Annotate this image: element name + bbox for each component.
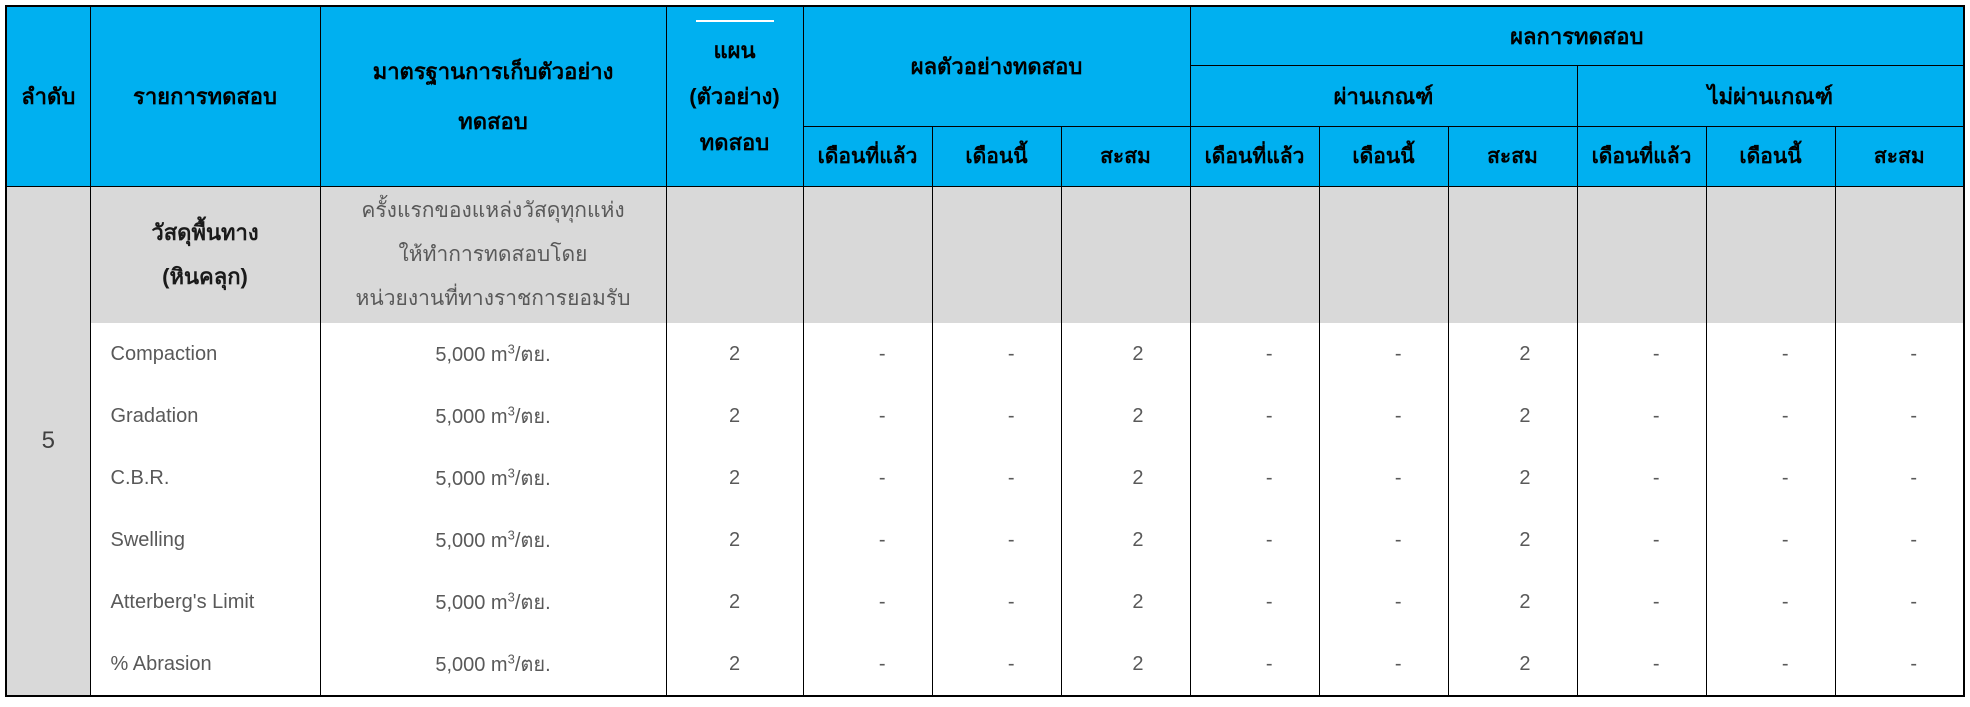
fail-last-month-cell: - [1577, 447, 1706, 509]
standard-base: 5,000 m [435, 530, 508, 552]
empty-gray-cell [1577, 187, 1706, 324]
fail-cumulative-cell: - [1835, 509, 1964, 571]
test-row-compaction [6, 323, 1964, 385]
empty-gray-cell [1190, 187, 1319, 324]
empty-gray-cell [1061, 187, 1190, 324]
plan-value-cell: 2 [666, 447, 803, 509]
test-row-abrasion [6, 633, 1964, 696]
sample-cumulative-cell: 2 [1061, 385, 1190, 447]
pass-cumulative-cell: 2 [1448, 323, 1577, 385]
test-name-cell: C.B.R. [90, 447, 320, 509]
standard-cell [320, 385, 666, 447]
fail-last-month-cell: - [1577, 633, 1706, 696]
fail-last-month-cell: - [1577, 571, 1706, 633]
sample-this-month-cell: - [932, 385, 1061, 447]
pass-last-month-cell: - [1190, 447, 1319, 509]
standard-unit: /ตย. [514, 468, 551, 490]
pass-cumulative-cell: 2 [1448, 385, 1577, 447]
sub-header-sample-this-month: เดือนนี้ [932, 127, 1061, 187]
group-header-fail: ไม่ผ่านเกณฑ์ [1577, 66, 1964, 127]
sample-this-month-cell: - [932, 447, 1061, 509]
table-body [6, 187, 1964, 697]
plan-value-cell: 2 [666, 509, 803, 571]
standard-base: 5,000 m [435, 654, 508, 676]
pass-last-month-cell: - [1190, 571, 1319, 633]
plan-line1: แผน [713, 37, 756, 63]
standard-base: 5,000 m [435, 344, 508, 366]
test-report-table [5, 5, 1965, 697]
sample-this-month-cell: - [932, 571, 1061, 633]
standard-sup: 3 [507, 403, 515, 419]
empty-gray-cell [932, 187, 1061, 324]
col-header-plan [666, 6, 803, 187]
sample-last-month-cell: - [803, 323, 932, 385]
group-header-pass: ผ่านเกณฑ์ [1190, 66, 1577, 127]
test-name-cell: Swelling [90, 509, 320, 571]
standard-sup: 3 [507, 527, 515, 543]
standard-unit: /ตย. [514, 592, 551, 614]
sample-last-month-cell: - [803, 447, 932, 509]
plan-line2: (ตัวอย่าง) [689, 83, 780, 109]
group-header-test-results: ผลการทดสอบ [1190, 6, 1964, 66]
standard-sup: 3 [507, 589, 515, 605]
note-line2: ให้ทำการทดสอบโดย [398, 243, 588, 266]
pass-this-month-cell: - [1319, 509, 1448, 571]
pass-this-month-cell: - [1319, 633, 1448, 696]
empty-gray-cell [1319, 187, 1448, 324]
fail-cumulative-cell: - [1835, 385, 1964, 447]
material-band-row [6, 187, 1964, 324]
sub-header-pass-this-month: เดือนนี้ [1319, 127, 1448, 187]
fail-last-month-cell: - [1577, 323, 1706, 385]
sample-last-month-cell: - [803, 633, 932, 696]
sampling-note-cell [320, 187, 666, 324]
sampling-standard-line1: มาตรฐานการเก็บตัวอย่าง [372, 58, 614, 84]
fail-this-month-cell: - [1706, 447, 1835, 509]
pass-this-month-cell: - [1319, 323, 1448, 385]
table-header [6, 6, 1964, 187]
fail-this-month-cell: - [1706, 323, 1835, 385]
standard-cell [320, 633, 666, 696]
sub-header-pass-last-month: เดือนที่แล้ว [1190, 127, 1319, 187]
sub-header-pass-cumulative: สะสม [1448, 127, 1577, 187]
sample-cumulative-cell: 2 [1061, 323, 1190, 385]
empty-gray-cell [1448, 187, 1577, 324]
pass-cumulative-cell: 2 [1448, 571, 1577, 633]
fail-last-month-cell: - [1577, 509, 1706, 571]
note-line1: ครั้งแรกของแหล่งวัสดุทุกแห่ง [361, 199, 625, 222]
col-header-sampling-standard [320, 6, 666, 187]
sample-this-month-cell: - [932, 633, 1061, 696]
pass-this-month-cell: - [1319, 385, 1448, 447]
sample-cumulative-cell: 2 [1061, 633, 1190, 696]
sub-header-fail-cumulative: สะสม [1835, 127, 1964, 187]
empty-gray-cell [803, 187, 932, 324]
fail-this-month-cell: - [1706, 509, 1835, 571]
fail-this-month-cell: - [1706, 571, 1835, 633]
material-line2: (หินคลุก) [162, 264, 248, 289]
fail-last-month-cell: - [1577, 385, 1706, 447]
standard-base: 5,000 m [435, 592, 508, 614]
test-name-cell: Gradation [90, 385, 320, 447]
pass-this-month-cell: - [1319, 447, 1448, 509]
sub-header-sample-cumulative: สะสม [1061, 127, 1190, 187]
fail-this-month-cell: - [1706, 633, 1835, 696]
standard-unit: /ตย. [514, 406, 551, 428]
note-line3: หน่วยงานที่ทางราชการยอมรับ [355, 287, 631, 310]
standard-unit: /ตย. [514, 654, 551, 676]
sample-cumulative-cell: 2 [1061, 509, 1190, 571]
pass-this-month-cell: - [1319, 571, 1448, 633]
col-header-test-item: รายการทดสอบ [90, 6, 320, 187]
fail-this-month-cell: - [1706, 385, 1835, 447]
pass-last-month-cell: - [1190, 509, 1319, 571]
empty-gray-cell [1835, 187, 1964, 324]
plan-value-cell: 2 [666, 571, 803, 633]
sample-last-month-cell: - [803, 509, 932, 571]
plan-value-cell: 2 [666, 633, 803, 696]
sample-cumulative-cell: 2 [1061, 447, 1190, 509]
pass-last-month-cell: - [1190, 633, 1319, 696]
sample-cumulative-cell: 2 [1061, 571, 1190, 633]
material-name-cell [90, 187, 320, 324]
row-number-cell: 5 [6, 187, 90, 697]
empty-gray-cell [666, 187, 803, 324]
test-row-atterbergs-limit [6, 571, 1964, 633]
empty-gray-cell [1706, 187, 1835, 324]
test-row-swelling [6, 509, 1964, 571]
standard-cell [320, 447, 666, 509]
sub-header-sample-last-month: เดือนที่แล้ว [803, 127, 932, 187]
sub-header-fail-this-month: เดือนนี้ [1706, 127, 1835, 187]
white-rule-decoration [696, 20, 774, 22]
standard-cell [320, 571, 666, 633]
plan-line3: ทดสอบ [699, 129, 770, 155]
sampling-standard-line2: ทดสอบ [458, 108, 528, 134]
standard-sup: 3 [507, 465, 515, 481]
standard-base: 5,000 m [435, 406, 508, 428]
pass-cumulative-cell: 2 [1448, 633, 1577, 696]
pass-last-month-cell: - [1190, 323, 1319, 385]
standard-sup: 3 [507, 341, 515, 357]
standard-unit: /ตย. [514, 530, 551, 552]
standard-base: 5,000 m [435, 468, 508, 490]
material-line1: วัสดุพื้นทาง [151, 220, 259, 245]
test-name-cell: Atterberg's Limit [90, 571, 320, 633]
pass-cumulative-cell: 2 [1448, 509, 1577, 571]
plan-value-cell: 2 [666, 385, 803, 447]
standard-cell [320, 323, 666, 385]
sample-this-month-cell: - [932, 323, 1061, 385]
plan-value-cell: 2 [666, 323, 803, 385]
col-header-no: ลำดับ [6, 6, 90, 187]
sample-last-month-cell: - [803, 385, 932, 447]
fail-cumulative-cell: - [1835, 447, 1964, 509]
standard-cell [320, 509, 666, 571]
pass-cumulative-cell: 2 [1448, 447, 1577, 509]
standard-unit: /ตย. [514, 344, 551, 366]
test-row-cbr [6, 447, 1964, 509]
test-row-gradation [6, 385, 1964, 447]
sample-last-month-cell: - [803, 571, 932, 633]
standard-sup: 3 [507, 651, 515, 667]
sample-this-month-cell: - [932, 509, 1061, 571]
test-name-cell: Compaction [90, 323, 320, 385]
fail-cumulative-cell: - [1835, 571, 1964, 633]
fail-cumulative-cell: - [1835, 323, 1964, 385]
fail-cumulative-cell: - [1835, 633, 1964, 696]
group-header-sample-results: ผลตัวอย่างทดสอบ [803, 6, 1190, 127]
test-name-cell: % Abrasion [90, 633, 320, 696]
pass-last-month-cell: - [1190, 385, 1319, 447]
sub-header-fail-last-month: เดือนที่แล้ว [1577, 127, 1706, 187]
